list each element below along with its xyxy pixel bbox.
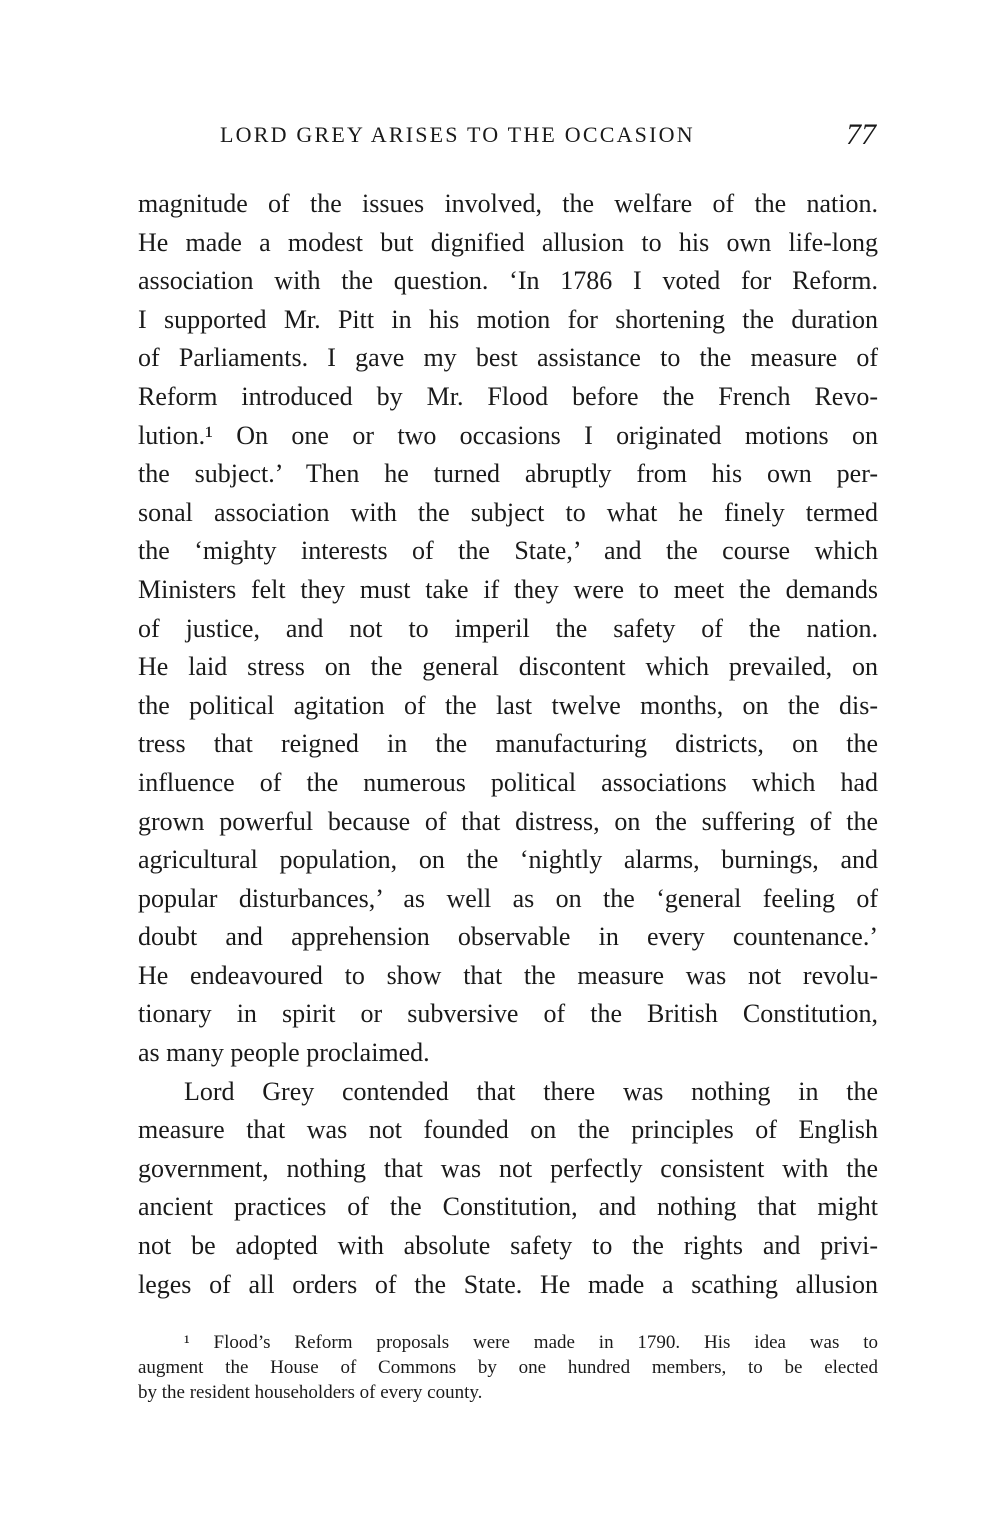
text-line: He laid stress on the general discontent which prevailed, on — [138, 652, 878, 682]
footnote-line: augment the House of Commons by one hundred members, to be elected — [138, 1357, 878, 1378]
text-line: He made a modest but dignified allusion to his own life-long — [138, 227, 878, 257]
text-line: of justice, and not to imperil the safety of the nation. — [138, 613, 878, 643]
text-line: leges of all orders of the State. He made a scathing allusion — [138, 1269, 878, 1299]
text-line: association with the question. ‘In 1786 I voted for Reform. — [138, 266, 878, 296]
footnotes — [138, 1330, 878, 1405]
text-line: grown powerful because of that distress, on the suffering of the — [138, 806, 878, 836]
text-line: as many people proclaimed. — [138, 1038, 430, 1068]
text-line: agricultural population, on the ‘nightly alarms, burnings, and — [138, 845, 878, 875]
text-line: He endeavoured to show that the measure was not revolu- — [138, 960, 878, 990]
text-line: of Parliaments. I gave my best assistance to the measure of — [138, 343, 878, 373]
text-line: I supported Mr. Pitt in his motion for shortening the duration — [138, 304, 878, 334]
text-line: the political agitation of the last twelve months, on the dis- — [138, 690, 878, 720]
text-line: lution.¹ On one or two occasions I originated motions on — [138, 420, 878, 450]
text-line: not be adopted with absolute safety to the rights and privi- — [138, 1231, 878, 1261]
text-line: tionary in spirit or subversive of the British Constitution, — [138, 999, 878, 1029]
text-line: tress that reigned in the manufacturing districts, on the — [138, 729, 878, 759]
text-line: doubt and apprehension observable in every countenance.’ — [138, 922, 878, 952]
text-line: measure that was not founded on the principles of English — [138, 1115, 878, 1145]
text-line: sonal association with the subject to what he finely termed — [138, 497, 878, 527]
text-line: influence of the numerous political associations which had — [138, 767, 878, 797]
text-line: magnitude of the issues involved, the welfare of the nation. — [138, 189, 878, 218]
footnote-line: ¹ Flood’s Reform proposals were made in 1790. His idea was to — [184, 1332, 878, 1353]
running-head — [138, 118, 878, 158]
body-text — [138, 185, 878, 1304]
footnote-line: by the resident householders of every county. — [138, 1382, 483, 1403]
text-line: Lord Grey contended that there was nothing in the — [184, 1076, 878, 1106]
text-line: government, nothing that was not perfectly consistent with the — [138, 1153, 878, 1183]
text-line: popular disturbances,’ as well as on the ‘general feeling of — [138, 883, 878, 913]
text-line: Reform introduced by Mr. Flood before the French Revo- — [138, 381, 878, 411]
text-line: the subject.’ Then he turned abruptly from his own per- — [138, 459, 878, 489]
text-line: the ‘mighty interests of the State,’ and the course which — [138, 536, 878, 566]
page-number: 77 — [846, 118, 876, 151]
text-line: ancient practices of the Constitution, and nothing that might — [138, 1192, 878, 1222]
running-title: LORD GREY ARISES TO THE OCCASION — [220, 122, 695, 147]
text-line: Ministers felt they must take if they were to meet the demands — [138, 574, 878, 604]
